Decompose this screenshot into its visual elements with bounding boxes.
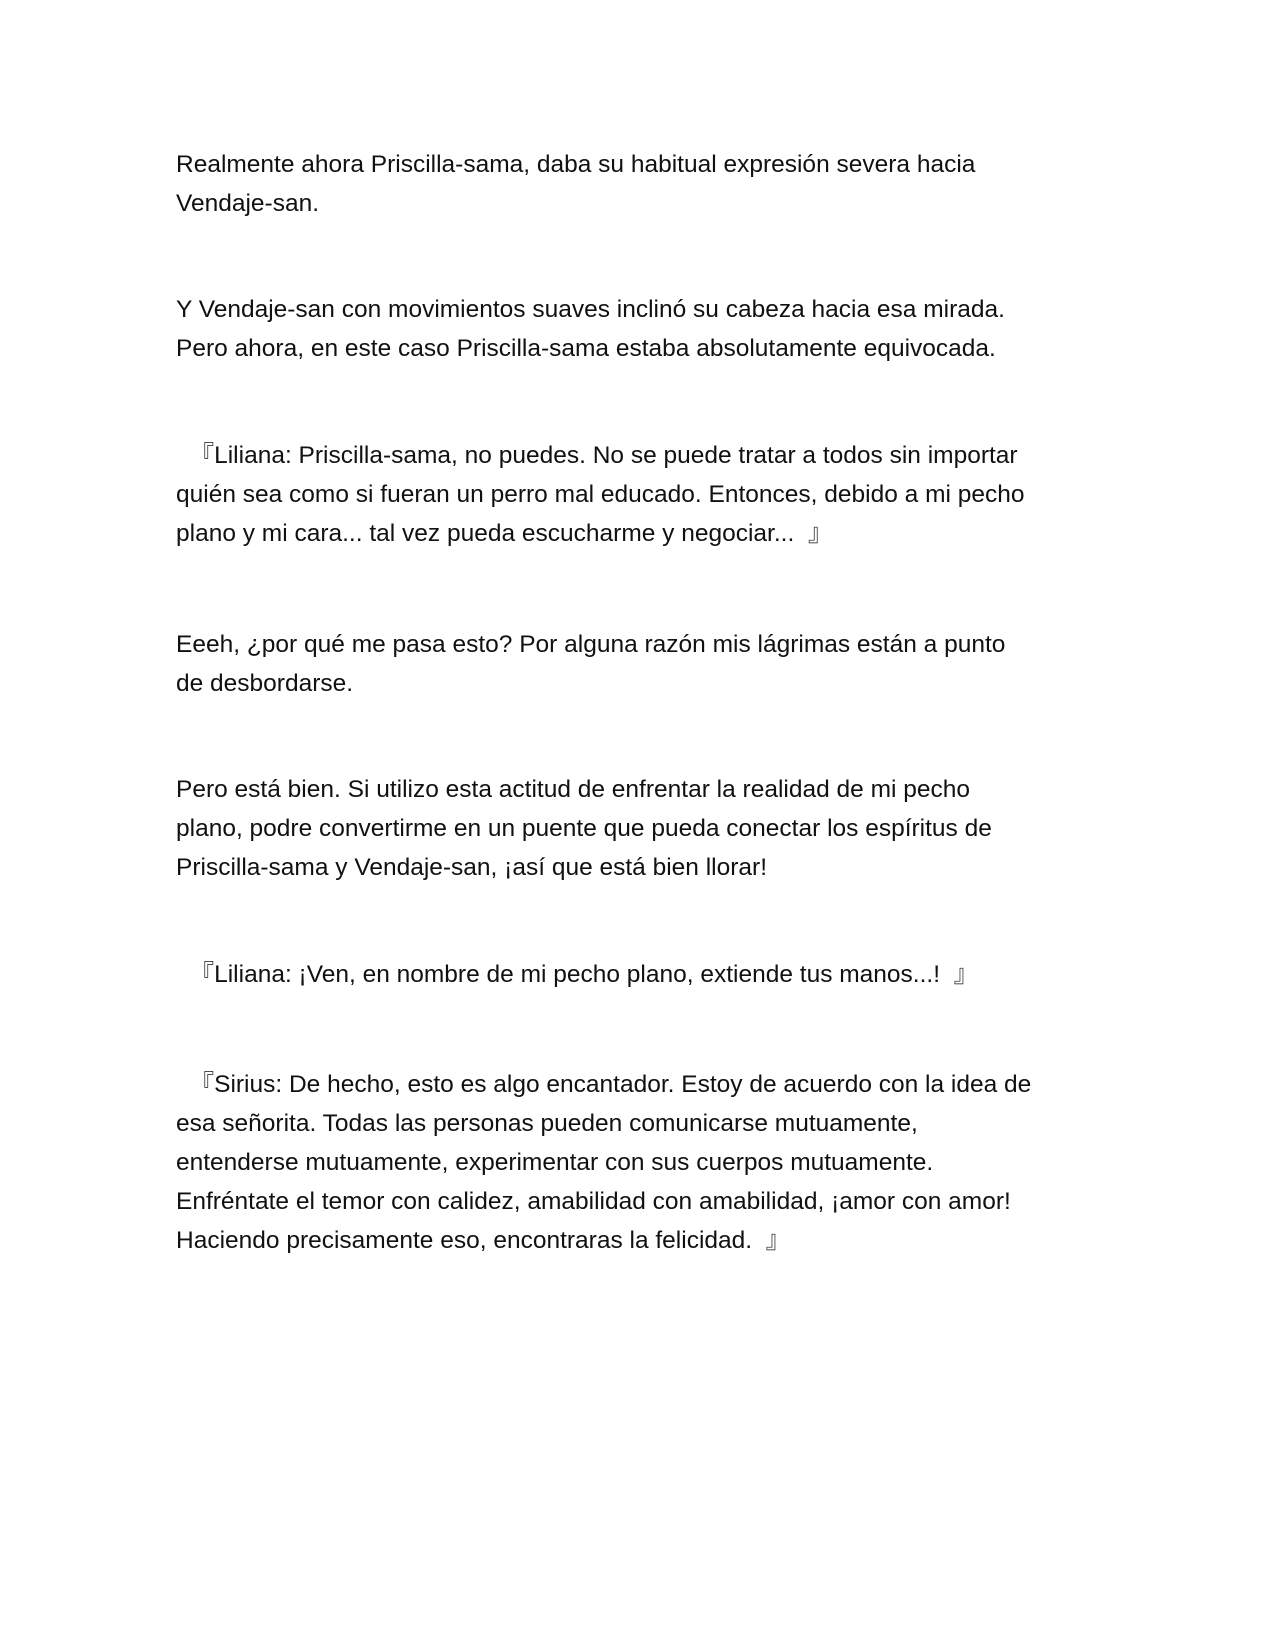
text-line: Eeeh, ¿por qué me pasa esto? Por alguna razón mis lágrimas están a punto bbox=[176, 631, 1006, 658]
paragraph-3-liliana-dialogue bbox=[176, 436, 1111, 553]
text-line: plano, podre convertirme en un puente que pueda conectar los espíritus de bbox=[176, 815, 992, 842]
text-line: Enfréntate el temor con calidez, amabilidad con amabilidad, ¡amor con amor! bbox=[176, 1188, 1011, 1215]
text-line: quién sea como si fueran un perro mal educado. Entonces, debido a mi pecho bbox=[176, 481, 1025, 508]
paragraph-1 bbox=[176, 145, 1111, 223]
text-line: entenderse mutuamente, experimentar con sus cuerpos mutuamente. bbox=[176, 1149, 934, 1176]
text-line: Pero ahora, en este caso Priscilla-sama estaba absolutamente equivocada. bbox=[176, 335, 996, 362]
text-line: Priscilla-sama y Vendaje-san, ¡así que está bien llorar! bbox=[176, 854, 768, 881]
paragraph-7-sirius-dialogue bbox=[176, 1065, 1111, 1260]
paragraph-5 bbox=[176, 770, 1111, 887]
text-line: 『Sirius: De hecho, esto es algo encantador. Estoy de acuerdo con la idea de bbox=[176, 1071, 1032, 1098]
text-line: 『Liliana: Priscilla-sama, no puedes. No se puede tratar a todos sin importar bbox=[176, 442, 1018, 469]
text-line: plano y mi cara... tal vez pueda escucharme y negociar... 』 bbox=[176, 520, 833, 547]
text-line: Y Vendaje-san con movimientos suaves inclinó su cabeza hacia esa mirada. bbox=[176, 296, 1005, 323]
text-line: esa señorita. Todas las personas pueden comunicarse mutuamente, bbox=[176, 1110, 918, 1137]
text-line: Haciendo precisamente eso, encontraras la felicidad. 』 bbox=[176, 1227, 791, 1254]
paragraph-4 bbox=[176, 625, 1111, 703]
text-line: de desbordarse. bbox=[176, 670, 354, 697]
paragraph-2 bbox=[176, 290, 1111, 368]
paragraph-6-liliana-dialogue bbox=[176, 955, 1111, 994]
text-line: Vendaje-san. bbox=[176, 190, 320, 217]
text-line: Realmente ahora Priscilla-sama, daba su habitual expresión severa hacia bbox=[176, 151, 976, 178]
text-line: Pero está bien. Si utilizo esta actitud de enfrentar la realidad de mi pecho bbox=[176, 776, 971, 803]
text-line: 『Liliana: ¡Ven, en nombre de mi pecho plano, extiende tus manos...! 』 bbox=[176, 961, 979, 988]
